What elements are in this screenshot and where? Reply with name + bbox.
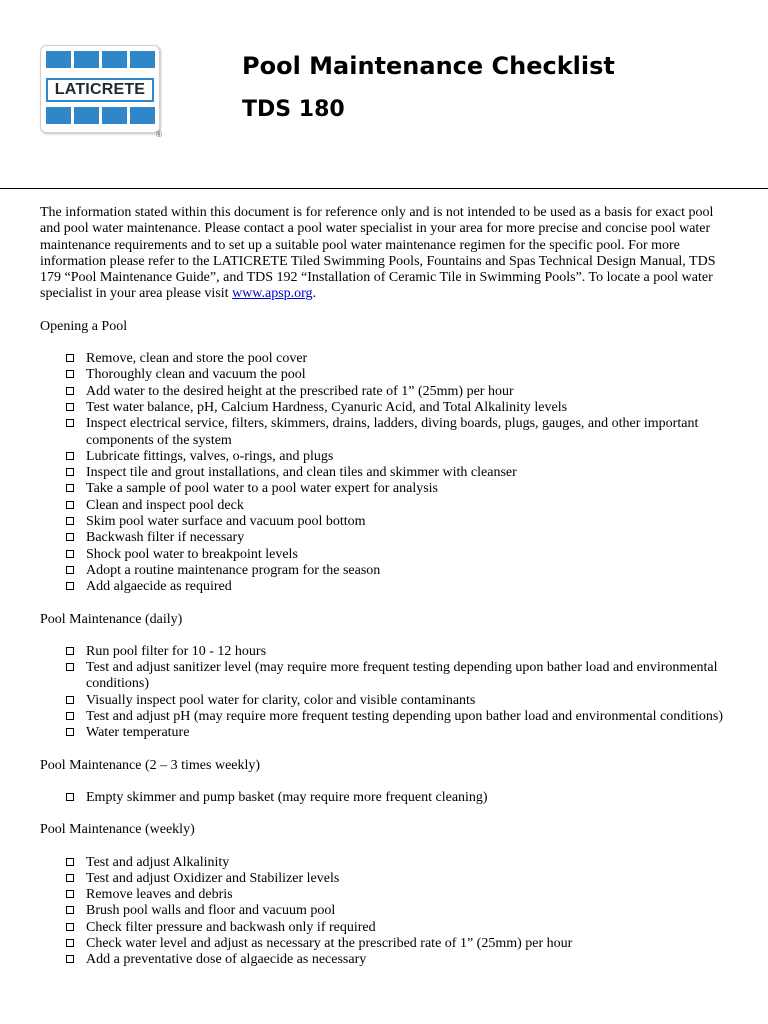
checklist-item: [40, 855, 730, 871]
section-heading: Pool Maintenance (2 – 3 times weekly): [40, 757, 261, 773]
checklist-item-text: Thoroughly clean and vacuum the pool: [86, 367, 306, 383]
checklist-item-text: Water temperature: [86, 725, 190, 741]
checklist-item-text: Empty skimmer and pump basket (may require more frequent cleaning): [86, 789, 488, 805]
checklist: [40, 644, 730, 742]
page-title: Pool Maintenance Checklist: [242, 52, 615, 80]
checkbox-icon[interactable]: [66, 403, 74, 411]
checklist-item-text: Shock pool water to breakpoint levels: [86, 546, 298, 562]
checklist-item-text: Add algaecide as required: [86, 579, 232, 595]
checklist-item-text: Visually inspect pool water for clarity, color and visible contaminants: [86, 692, 476, 708]
checklist-item-text: Run pool filter for 10 - 12 hours: [86, 643, 267, 659]
checkbox-icon[interactable]: [66, 939, 74, 947]
header-divider: [0, 188, 768, 189]
checklist-item: [40, 660, 730, 693]
checkbox-icon[interactable]: [66, 728, 74, 736]
checklist-item-text: Test and adjust pH (may require more frequent testing depending upon bather load and environmental conditions): [86, 709, 724, 725]
checklist: [40, 790, 730, 806]
checkbox-icon[interactable]: [66, 712, 74, 720]
checkbox-icon[interactable]: [66, 468, 74, 476]
checkbox-icon[interactable]: [66, 533, 74, 541]
checklist-item-text: Add water to the desired height at the prescribed rate of 1” (25mm) per hour: [86, 383, 514, 399]
checkbox-icon[interactable]: [66, 793, 74, 801]
checklist-item-text: Add a preventative dose of algaecide as necessary: [86, 952, 367, 968]
checklist-sections: [40, 319, 730, 969]
checklist-item: [40, 400, 730, 416]
checkbox-icon[interactable]: [66, 890, 74, 898]
checklist-item: [40, 514, 730, 530]
checklist-item: [40, 952, 730, 968]
checklist-item-text: Remove, clean and store the pool cover: [86, 351, 308, 367]
checklist-item: [40, 351, 730, 367]
checkbox-icon[interactable]: [66, 484, 74, 492]
checklist-item: [40, 644, 730, 660]
checkbox-icon[interactable]: [66, 858, 74, 866]
checklist-item: [40, 563, 730, 579]
checkbox-icon[interactable]: [66, 387, 74, 395]
checklist: [40, 855, 730, 969]
checklist-item: [40, 871, 730, 887]
checkbox-icon[interactable]: [66, 955, 74, 963]
checkbox-icon[interactable]: [66, 452, 74, 460]
checklist-item: [40, 384, 730, 400]
checklist-item: [40, 709, 730, 725]
laticrete-logo: [40, 45, 160, 133]
logo-wordmark: LATICRETE: [46, 78, 154, 102]
apsp-link[interactable]: www.apsp.org: [232, 286, 313, 302]
checklist-item-text: Remove leaves and debris: [86, 887, 233, 903]
checkbox-icon[interactable]: [66, 501, 74, 509]
checkbox-icon[interactable]: [66, 647, 74, 655]
checklist-item-text: Inspect tile and grout installations, and clean tiles and skimmer with cleanser: [86, 465, 517, 481]
checklist-item: [40, 920, 730, 936]
checkbox-icon[interactable]: [66, 566, 74, 574]
checkbox-icon[interactable]: [66, 906, 74, 914]
checklist-item-text: Inspect electrical service, filters, skimmers, drains, ladders, diving boards, plugs, gauges, and other important components of the system: [86, 416, 699, 448]
checklist-item: [40, 579, 730, 595]
checkbox-icon[interactable]: [66, 419, 74, 427]
section-heading: Opening a Pool: [40, 318, 128, 334]
document-number: TDS 180: [242, 97, 345, 122]
checklist-item: [40, 367, 730, 383]
checklist-item: [40, 498, 730, 514]
checkbox-icon[interactable]: [66, 550, 74, 558]
checklist-item-text: Backwash filter if necessary: [86, 530, 245, 546]
checklist-item-text: Check filter pressure and backwash only if required: [86, 919, 376, 935]
section-heading: Pool Maintenance (weekly): [40, 822, 195, 838]
checklist-item: [40, 530, 730, 546]
checklist-item-text: Skim pool water surface and vacuum pool bottom: [86, 514, 366, 530]
checklist-item-text: Take a sample of pool water to a pool water expert for analysis: [86, 481, 439, 497]
checklist-item: [40, 790, 730, 806]
checklist-item-text: Lubricate fittings, valves, o-rings, and plugs: [86, 448, 334, 464]
section-heading: Pool Maintenance (daily): [40, 611, 183, 627]
document-body: [40, 205, 730, 969]
checklist-item-text: Test and adjust Alkalinity: [86, 854, 230, 870]
checklist-item-text: Test and adjust sanitizer level (may require more frequent testing depending upon bather load and environmental conditions): [86, 660, 718, 692]
checkbox-icon[interactable]: [66, 582, 74, 590]
checklist: [40, 351, 730, 595]
checklist-item-text: Adopt a routine maintenance program for the season: [86, 562, 381, 578]
checklist-item-text: Clean and inspect pool deck: [86, 497, 244, 513]
checkbox-icon[interactable]: [66, 517, 74, 525]
checklist-item: [40, 693, 730, 709]
checklist-item: [40, 465, 730, 481]
checklist-item: [40, 903, 730, 919]
intro-text: The information stated within this document is for reference only and is not intended to be used as a basis for exact pool and pool water maintenance. Please contact a pool water specialist in your area for more precise and concise pool water maintenance requirements and to set up a suitable pool water maintenance regimen for the specific pool. For more information please refer to the LATICRETE Tiled Swimming Pools, Fountains and Spas Technical Design Manual, TDS 179 “Pool Maintenance Guide”, and TDS 192 “Installation of Ceramic Tile in Swimming Pools”. To locate a pool water specialist in your area please visit: [40, 205, 716, 302]
checklist-item: [40, 547, 730, 563]
checklist-item-text: Check water level and adjust as necessary at the prescribed rate of 1” (25mm) per hour: [86, 935, 573, 951]
checkbox-icon[interactable]: [66, 370, 74, 378]
checkbox-icon[interactable]: [66, 354, 74, 362]
registered-mark: ®: [156, 130, 162, 139]
checklist-item: [40, 725, 730, 741]
checkbox-icon[interactable]: [66, 696, 74, 704]
checklist-item-text: Brush pool walls and floor and vacuum pool: [86, 903, 336, 919]
checklist-item: [40, 416, 730, 449]
checklist-item-text: Test water balance, pH, Calcium Hardness, Cyanuric Acid, and Total Alkalinity levels: [86, 399, 568, 415]
checkbox-icon[interactable]: [66, 663, 74, 671]
checklist-item: [40, 449, 730, 465]
checklist-item-text: Test and adjust Oxidizer and Stabilizer levels: [86, 870, 340, 886]
checklist-item: [40, 936, 730, 952]
checkbox-icon[interactable]: [66, 874, 74, 882]
intro-end: .: [312, 286, 317, 302]
checkbox-icon[interactable]: [66, 923, 74, 931]
checklist-item: [40, 887, 730, 903]
intro-paragraph: [40, 205, 730, 303]
checklist-item: [40, 481, 730, 497]
